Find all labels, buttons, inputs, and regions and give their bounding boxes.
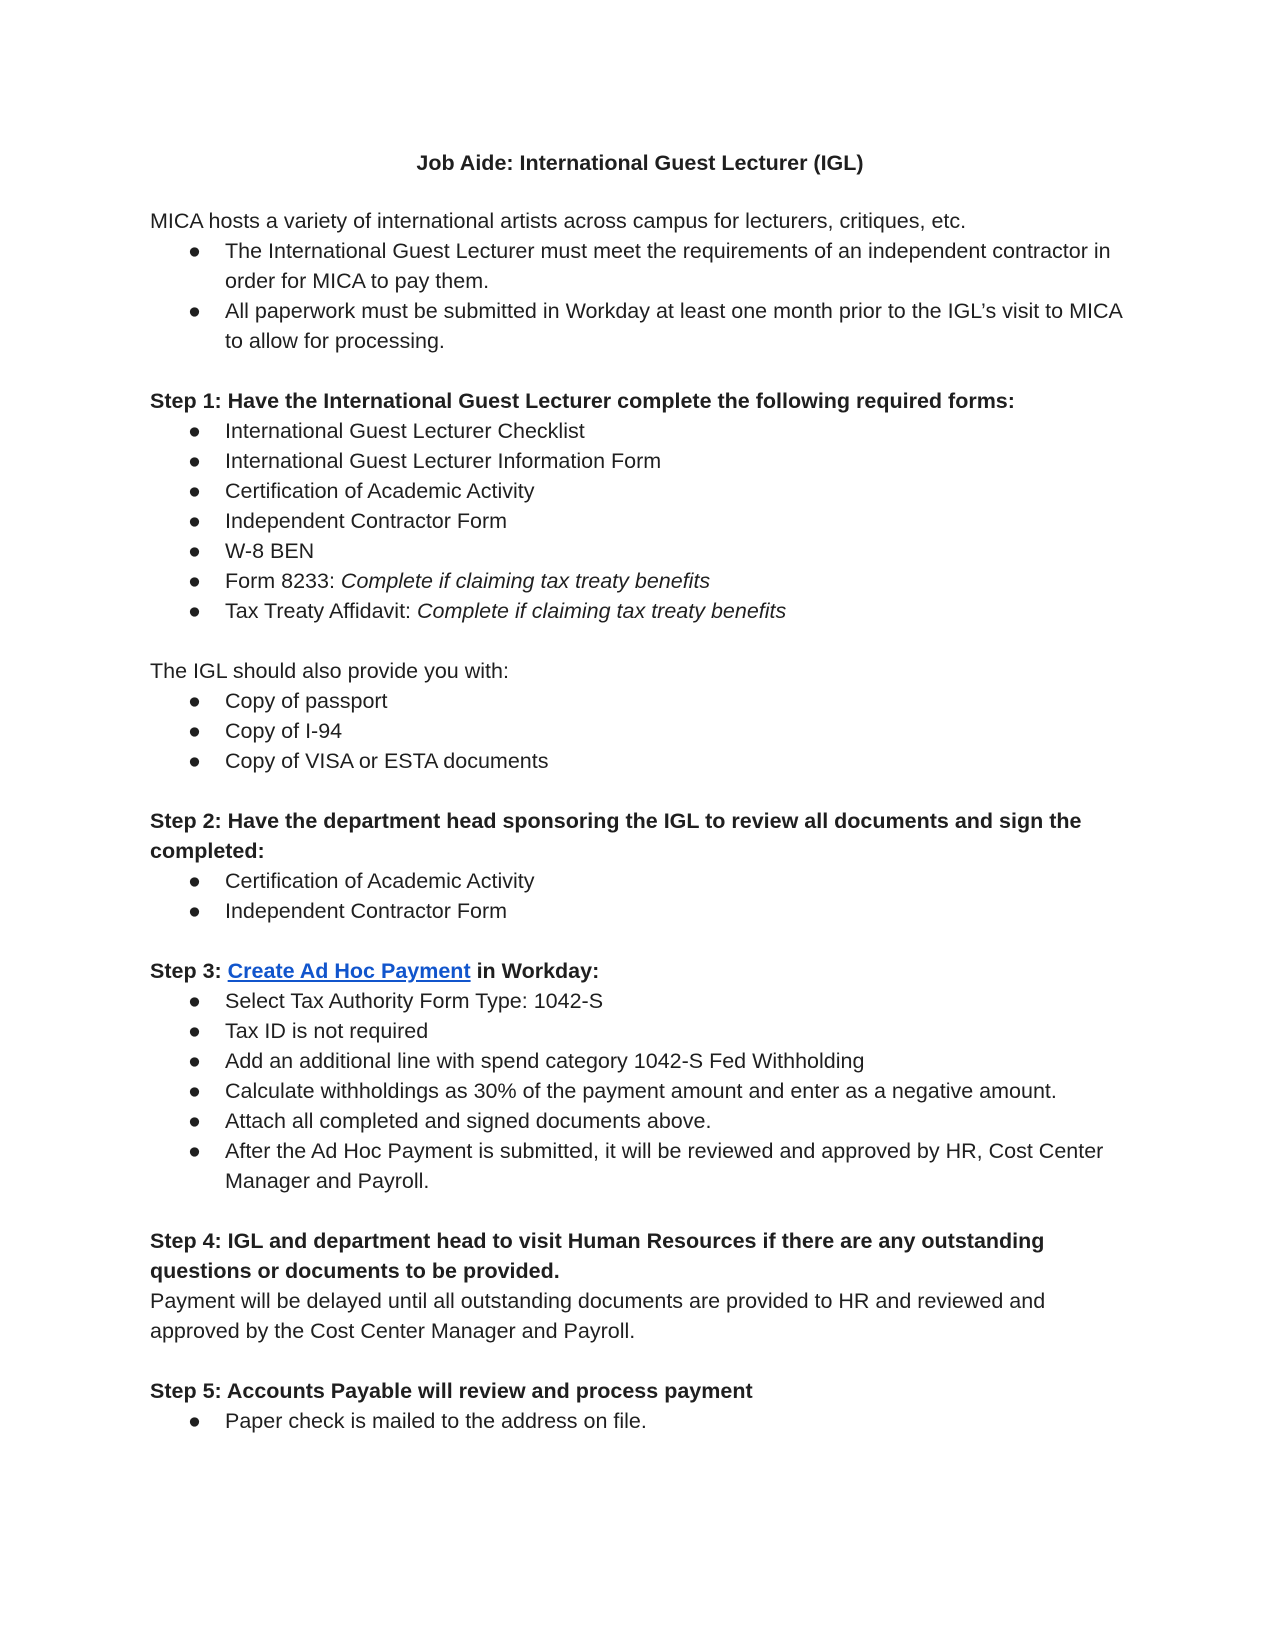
bullet-icon: ●	[188, 689, 201, 713]
step2-heading: Step 2: Have the department head sponsoring the IGL to review all documents and sign the completed:	[150, 809, 1082, 863]
step3-list	[150, 986, 1130, 1196]
create-ad-hoc-payment-link[interactable]: Create Ad Hoc Payment	[227, 959, 471, 983]
igl-provide-list	[150, 686, 1130, 776]
bullet-icon: ●	[188, 1049, 201, 1073]
intro-list	[150, 236, 1130, 356]
list-item: ● Add an additional line with spend category 1042-S Fed Withholding	[150, 1046, 1130, 1076]
step2-list	[150, 866, 1130, 926]
intro-text: MICA hosts a variety of international artists across campus for lecturers, critiques, etc.	[150, 209, 967, 233]
list-item: ● Independent Contractor Form	[150, 506, 1130, 536]
item-note: Complete if claiming tax treaty benefits	[340, 569, 711, 593]
bullet-icon: ●	[188, 1409, 201, 1433]
list-item: ● Select Tax Authority Form Type: 1042-S	[150, 986, 1130, 1016]
list-item: ● Tax ID is not required	[150, 1016, 1130, 1046]
list-item: ● W-8 BEN	[150, 536, 1130, 566]
list-item: ● Copy of VISA or ESTA documents	[150, 746, 1130, 776]
list-item: ● Paper check is mailed to the address on file.	[150, 1406, 1130, 1436]
step5-list	[150, 1406, 1130, 1436]
step1-heading: Step 1: Have the International Guest Lecturer complete the following required forms:	[150, 389, 1015, 413]
list-item: ● Certification of Academic Activity	[150, 476, 1130, 506]
bullet-icon: ●	[188, 509, 201, 533]
bullet-icon: ●	[188, 989, 201, 1013]
bullet-icon: ●	[188, 1109, 201, 1133]
step5-heading: Step 5: Accounts Payable will review and process payment	[150, 1379, 753, 1403]
bullet-icon: ●	[188, 719, 201, 743]
bullet-icon: ●	[188, 569, 201, 593]
bullet-icon: ●	[188, 449, 201, 473]
bullet-icon: ●	[188, 299, 201, 323]
bullet-icon: ●	[188, 419, 201, 443]
list-item: ● Certification of Academic Activity	[150, 866, 1130, 896]
document-title: Job Aide: International Guest Lecturer (IGL)	[416, 151, 864, 175]
step4-text: Payment will be delayed until all outstanding documents are provided to HR and reviewed and approved by the Cost Center Manager and Payroll.	[150, 1289, 1046, 1343]
bullet-icon: ●	[188, 869, 201, 893]
list-item: ● Tax Treaty Affidavit: Complete if claiming tax treaty benefits	[150, 596, 1130, 626]
bullet-icon: ●	[188, 239, 201, 263]
document-body	[150, 148, 1130, 1436]
list-item: ● International Guest Lecturer Information Form	[150, 446, 1130, 476]
list-item: ● Form 8233: Complete if claiming tax treaty benefits	[150, 566, 1130, 596]
item-note: Complete if claiming tax treaty benefits	[417, 599, 787, 623]
list-item: ● Independent Contractor Form	[150, 896, 1130, 926]
list-item: ● After the Ad Hoc Payment is submitted, it will be reviewed and approved by HR, Cost Center Manager and Payroll.	[150, 1136, 1130, 1196]
list-item: ● International Guest Lecturer Checklist	[150, 416, 1130, 446]
list-item: ● All paperwork must be submitted in Workday at least one month prior to the IGL’s visit to MICA to allow for processing.	[150, 296, 1130, 356]
bullet-icon: ●	[188, 899, 201, 923]
step1-list	[150, 416, 1130, 626]
bullet-icon: ●	[188, 1079, 201, 1103]
igl-provide-text: The IGL should also provide you with:	[150, 659, 509, 683]
bullet-icon: ●	[188, 1019, 201, 1043]
step4-heading: Step 4: IGL and department head to visit Human Resources if there are any outstanding questions or documents to be provided.	[150, 1229, 1045, 1283]
bullet-icon: ●	[188, 539, 201, 563]
list-item: ● Copy of passport	[150, 686, 1130, 716]
list-item: ● Copy of I-94	[150, 716, 1130, 746]
bullet-icon: ●	[188, 749, 201, 773]
bullet-icon: ●	[188, 479, 201, 503]
list-item: ● Attach all completed and signed documents above.	[150, 1106, 1130, 1136]
bullet-icon: ●	[188, 599, 201, 623]
list-item: ● Calculate withholdings as 30% of the payment amount and enter as a negative amount.	[150, 1076, 1130, 1106]
bullet-icon: ●	[188, 1139, 201, 1163]
list-item: ● The International Guest Lecturer must meet the requirements of an independent contractor in order for MICA to pay them.	[150, 236, 1130, 296]
step3-heading: Step 3: Create Ad Hoc Payment in Workday:	[150, 959, 600, 983]
